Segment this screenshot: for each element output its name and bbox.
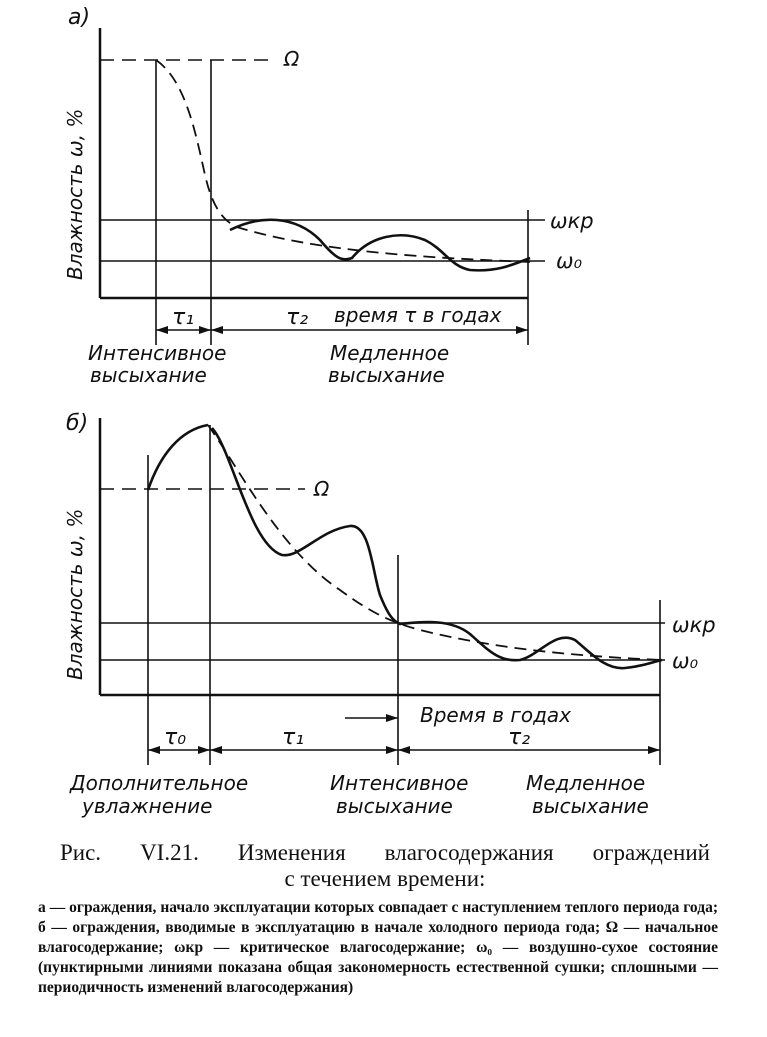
panel-a-trend-dashed: [156, 60, 530, 262]
panel-b-stage1-line2: высыхание: [336, 794, 453, 818]
panel-b-time-arrowhead: [386, 714, 398, 722]
panel-a-omega-label: Ω: [284, 47, 300, 71]
panel-a-ylabel: Влажность ω, %: [63, 108, 87, 280]
panel-a-w0-label: ω₀: [556, 249, 583, 273]
panel-b-time-label: Время в годах: [420, 703, 572, 727]
panel-a-tau1: τ₁: [172, 305, 195, 330]
panel-b-omega-label: Ω: [314, 477, 330, 501]
panel-b-stage2-line1: Медленное: [526, 771, 646, 795]
panel-a-tau2: τ₂: [286, 305, 309, 330]
panel-a-arrow-right: [516, 326, 528, 334]
panel-a-time-label: время τ в годах: [334, 303, 502, 327]
panel-b-w0-label: ω₀: [672, 649, 699, 673]
caption-title-line1: Рис. VI.21. Изменения влагосодержания ограждений: [60, 840, 710, 865]
panel-b-ylabel: Влажность ω, %: [63, 508, 87, 680]
panel-a-stage1-line2: высыхание: [90, 363, 207, 387]
panel-b-trend-dashed: [208, 425, 660, 660]
panel-b-tau0: τ₀: [164, 725, 187, 750]
panel-b-tau2: τ₂: [508, 725, 531, 750]
panel-b-arrow-5: [398, 746, 410, 754]
figure-caption-legend: а — ограждения, начало эксплуатации которых совпадает с наступлением теплого периода года; б — ограждения, вводимые в эксплуатацию в начале холодного периода года; Ω — начальное влагосодержание; ωкр — критическое влагосодержание; ω₀ — воздушно-сухое состояние (пунктирными линиями показана общая закономерность естественной сушки; сплошными — периодичность изменений влагосодержания): [38, 899, 718, 996]
panel-b-stage0-line1: Дополнительное: [70, 771, 249, 795]
panel-b-arrow-2: [198, 746, 210, 754]
panel-b-wkp-label: ωкр: [672, 613, 716, 637]
panel-b-periodic-solid: [212, 428, 662, 668]
panel-a-stage2-line2: высыхание: [328, 363, 445, 387]
caption-title-line2: с течением времени:: [284, 866, 486, 891]
panel-a: [100, 28, 545, 345]
panel-a-wkp-label: ωкр: [550, 209, 594, 233]
panel-a-arrow-right-t1: [199, 326, 211, 334]
figure-caption-title: [60, 840, 710, 892]
panel-b-stage0-line2: увлажнение: [82, 794, 213, 818]
panel-a-arrow-left: [156, 326, 168, 334]
panel-a-stage1-line1: Интенсивное: [88, 341, 227, 365]
panel-b-stage2-line2: высыхание: [532, 794, 649, 818]
panel-b-arrow-1: [148, 746, 160, 754]
panel-b-arrow-6: [648, 746, 660, 754]
panel-b-tau1: τ₁: [282, 725, 305, 750]
panel-b-arrow-4: [386, 746, 398, 754]
panel-b-moistening-solid: [148, 425, 208, 490]
panel-a-stage2-line1: Медленное: [330, 341, 450, 365]
panel-b-label: б): [66, 411, 89, 436]
panel-b-stage1-line1: Интенсивное: [330, 771, 469, 795]
panel-b-arrow-3: [210, 746, 222, 754]
panel-a-label: a): [68, 5, 91, 30]
panel-a-arrow-left-t2: [211, 326, 223, 334]
panel-b: [100, 418, 665, 765]
panel-a-periodic-solid: [230, 220, 530, 271]
